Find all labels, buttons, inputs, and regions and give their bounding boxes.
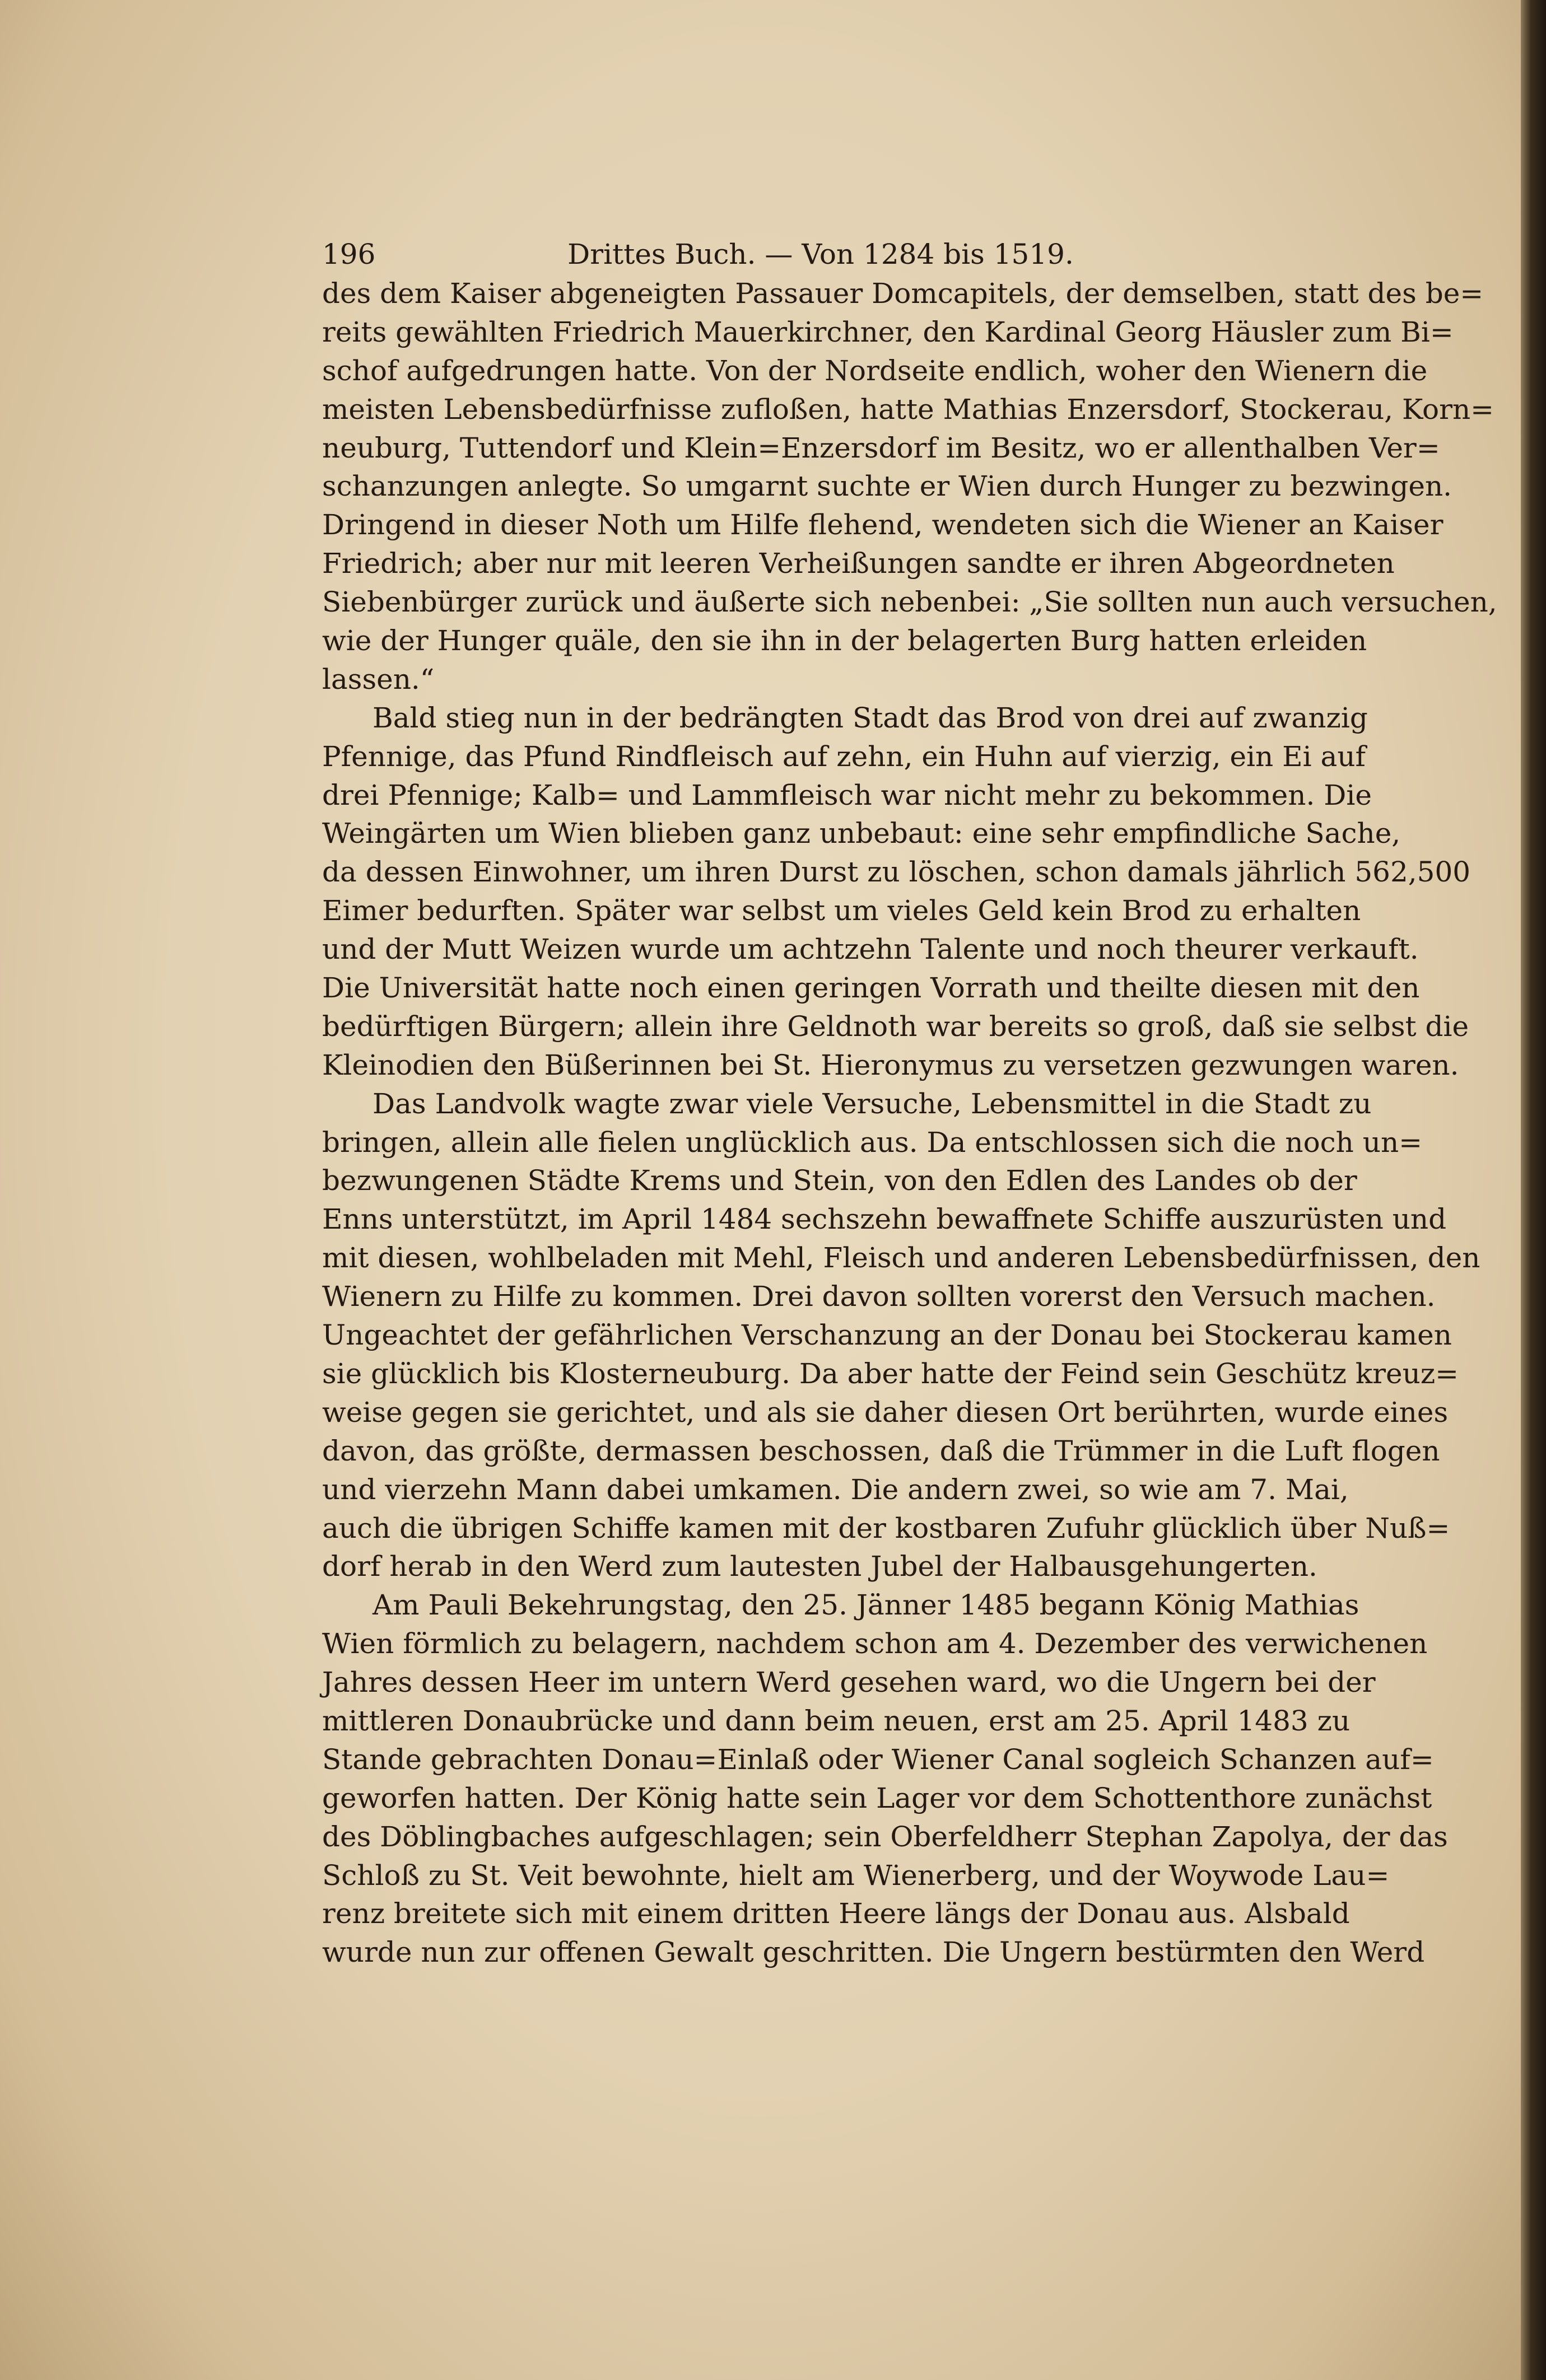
- text-line: Wien förmlich zu belagern, nachdem schon am 4. Dezember des verwichenen: [322, 1627, 1428, 1660]
- text-line: da dessen Einwohner, um ihren Durst zu löschen, schon damals jährlich 562,500: [322, 856, 1471, 889]
- text-line: Friedrich; aber nur mit leeren Verheißungen sandte er ihren Abgeordneten: [322, 547, 1395, 580]
- text-line: Pfennige, das Pfund Rindfleisch auf zehn, ein Huhn auf vierzig, ein Ei auf: [322, 740, 1366, 773]
- text-line: renz breitete sich mit einem dritten Heere längs der Donau aus. Alsbald: [322, 1897, 1350, 1930]
- text-line: lassen.“: [322, 662, 435, 696]
- text-line: geworfen hatten. Der König hatte sein Lager vor dem Schottenthore zunächst: [322, 1781, 1432, 1814]
- text-line: Kleinodien den Büßerinnen bei St. Hieronymus zu versetzen gezwungen waren.: [322, 1048, 1459, 1081]
- text-line: bringen, allein alle fielen unglücklich aus. Da entschlossen sich die noch un=: [322, 1126, 1423, 1159]
- text-line: Bald stieg nun in der bedrängten Stadt das Brod von drei auf zwanzig: [372, 701, 1368, 734]
- text-line: neuburg, Tuttendorf und Klein=Enzersdorf im Besitz, wo er allenthalben Ver=: [322, 431, 1440, 464]
- book-gutter: [1521, 0, 1546, 2380]
- text-line: drei Pfennige; Kalb= und Lammfleisch war nicht mehr zu bekommen. Die: [322, 778, 1372, 811]
- text-line: Siebenbürger zurück und äußerte sich nebenbei: „Sie sollten nun auch versuchen,: [322, 586, 1497, 619]
- text-line: Das Landvolk wagte zwar viele Versuche, Lebensmittel in die Stadt zu: [372, 1087, 1372, 1120]
- text-line: Enns unterstützt, im April 1484 sechszehn bewaffnete Schiffe auszurüsten und: [322, 1203, 1447, 1236]
- text-line: davon, das größte, dermassen beschossen, daß die Trümmer in die Luft flogen: [322, 1434, 1440, 1467]
- text-line: bedürftigen Bürgern; allein ihre Geldnoth war bereits so groß, daß sie selbst die: [322, 1010, 1469, 1043]
- text-line: wurde nun zur offenen Gewalt geschritten. Die Ungern bestürmten den Werd: [322, 1936, 1425, 1969]
- text-line: dorf herab in den Werd zum lautesten Jubel der Halbausgehungerten.: [322, 1550, 1317, 1583]
- text-line: schanzungen anlegte. So umgarnt suchte er Wien durch Hunger zu bezwingen.: [322, 470, 1452, 503]
- text-line: Am Pauli Bekehrungstag, den 25. Jänner 1485 begann König Mathias: [372, 1589, 1359, 1622]
- text-line: Jahres dessen Heer im untern Werd gesehen ward, wo die Ungern bei der: [322, 1666, 1376, 1699]
- text-line: Schloß zu St. Veit bewohnte, hielt am Wienerberg, und der Woywode Lau=: [322, 1859, 1390, 1892]
- text-line: und vierzehn Mann dabei umkamen. Die andern zwei, so wie am 7. Mai,: [322, 1473, 1349, 1506]
- text-line: mittleren Donaubrücke und dann beim neuen, erst am 25. April 1483 zu: [322, 1704, 1351, 1737]
- running-title: Drittes Buch. — Von 1284 bis 1519.: [567, 238, 1074, 270]
- text-line: reits gewählten Friedrich Mauerkirchner, den Kardinal Georg Häusler zum Bi=: [322, 315, 1454, 348]
- page-number: 196: [322, 238, 376, 270]
- text-line: Eimer bedurften. Später war selbst um vieles Geld kein Brod zu erhalten: [322, 894, 1361, 927]
- text-line: Wienern zu Hilfe zu kommen. Drei davon sollten vorerst den Versuch machen.: [322, 1280, 1436, 1313]
- text-line: meisten Lebensbedürfnisse zufloßen, hatte Mathias Enzersdorf, Stockerau, Korn=: [322, 393, 1494, 426]
- body-text: [322, 274, 1497, 1972]
- text-line: auch die übrigen Schiffe kamen mit der kostbaren Zufuhr glücklich über Nuß=: [322, 1511, 1450, 1544]
- text-line: wie der Hunger quäle, den sie ihn in der belagerten Burg hatten erleiden: [322, 624, 1367, 657]
- text-line: Die Universität hatte noch einen geringen Vorrath und theilte diesen mit den: [322, 972, 1420, 1005]
- text-line: sie glücklich bis Klosterneuburg. Da aber hatte der Feind sein Geschütz kreuz=: [322, 1357, 1459, 1390]
- text-line: Dringend in dieser Noth um Hilfe flehend, wendeten sich die Wiener an Kaiser: [322, 508, 1443, 542]
- text-line: schof aufgedrungen hatte. Von der Nordseite endlich, woher den Wienern die: [322, 354, 1428, 387]
- text-line: des Döblingbaches aufgeschlagen; sein Oberfeldherr Stephan Zapolya, der das: [322, 1820, 1448, 1853]
- text-line: Weingärten um Wien blieben ganz unbebaut: eine sehr empfindliche Sache,: [322, 817, 1401, 850]
- text-line: des dem Kaiser abgeneigten Passauer Domcapitels, der demselben, statt des be=: [322, 277, 1484, 310]
- text-line: weise gegen sie gerichtet, und als sie daher diesen Ort berührten, wurde eines: [322, 1396, 1449, 1429]
- text-line: bezwungenen Städte Krems und Stein, von den Edlen des Landes ob der: [322, 1164, 1357, 1197]
- text-line: Stande gebrachten Donau=Einlaß oder Wiener Canal sogleich Schanzen auf=: [322, 1743, 1434, 1776]
- text-line: Ungeachtet der gefährlichen Verschanzung an der Donau bei Stockerau kamen: [322, 1319, 1452, 1352]
- text-line: und der Mutt Weizen wurde um achtzehn Talente und noch theurer verkauft.: [322, 933, 1419, 966]
- text-line: mit diesen, wohlbeladen mit Mehl, Fleisch und anderen Lebensbedürfnissen, den: [322, 1242, 1480, 1275]
